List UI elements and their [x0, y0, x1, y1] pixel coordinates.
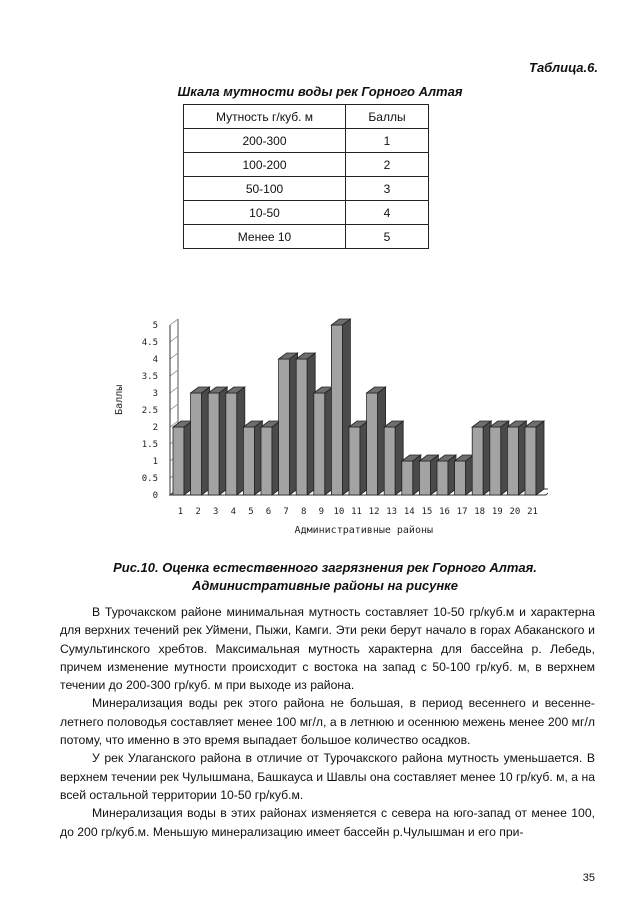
x-tick-label: 6	[265, 507, 272, 517]
wall-grid-slant	[170, 319, 178, 325]
table-row	[184, 201, 429, 225]
bar	[490, 427, 501, 495]
bar	[208, 393, 219, 495]
bar-side	[536, 421, 544, 495]
x-axis-title: Административные районы	[294, 525, 434, 536]
bar	[314, 393, 325, 495]
header-turbidity: Мутность г/куб. м	[184, 105, 346, 129]
x-tick-label: 21	[527, 507, 538, 517]
body-text	[60, 603, 595, 841]
x-tick-label: 4	[230, 507, 237, 517]
turbidity-cell: 200-300	[184, 129, 346, 153]
score-cell: 5	[346, 225, 429, 249]
table-row	[184, 129, 429, 153]
paragraph: В Турочакском районе минимальная мутность составляет 10-50 гр/куб.м и характерна для верхних течений рек Уймени, Пыжи, Камги. Эти реки берут начало в горах Абаканского и Сумультинского хребтов. Максимальная мутность характерна для бассейна р. Лебедь, причем изменение мутности происходит с востока на запад с 50-100 гр/куб. м, в верхнем течении до 200-300 гр/куб. м при выходе из района.	[60, 605, 595, 693]
x-tick-label: 2	[195, 507, 201, 517]
wall-grid-slant	[170, 387, 178, 393]
wall-grid-slant	[170, 336, 178, 342]
x-tick-label: 19	[491, 507, 503, 517]
x-tick-label: 17	[456, 507, 468, 517]
x-tick-label: 15	[421, 507, 433, 517]
score-cell: 3	[346, 177, 429, 201]
x-tick-label: 11	[351, 507, 362, 517]
y-tick-label: 1.5	[141, 440, 158, 450]
bar	[367, 393, 378, 495]
table-header-row	[184, 105, 429, 129]
y-tick-label: 2	[152, 423, 158, 433]
table-row	[184, 153, 429, 177]
wall-grid-slant	[170, 370, 178, 376]
y-tick-label: 4.5	[141, 338, 158, 348]
x-tick-label: 3	[212, 507, 219, 517]
y-tick-label: 1	[152, 457, 158, 467]
x-tick-label: 12	[368, 507, 380, 517]
x-tick-label: 13	[386, 507, 398, 517]
wall-grid-slant	[170, 404, 178, 410]
turbidity-cell: 10-50	[184, 201, 346, 225]
bar	[507, 427, 518, 495]
bar	[296, 359, 307, 495]
y-tick-label: 2.5	[141, 406, 158, 416]
y-tick-label: 5	[152, 321, 158, 331]
score-cell: 1	[346, 129, 429, 153]
bar	[331, 325, 342, 495]
y-tick-label: 3	[152, 389, 158, 399]
bar	[437, 461, 448, 495]
paragraph: Минерализация воды в этих районах изменяется с севера на юго-запад от менее 100, до 200 гр/куб.м. Меньшую минерализацию имеет бассейн р.Чулышман и его при-	[60, 806, 595, 839]
score-cell: 2	[346, 153, 429, 177]
score-bar-chart	[108, 310, 548, 545]
bar	[261, 427, 272, 495]
score-cell: 4	[346, 201, 429, 225]
x-tick-label: 16	[439, 507, 450, 517]
bar	[419, 461, 430, 495]
x-tick-label: 9	[318, 507, 325, 517]
x-tick-label: 20	[509, 507, 521, 517]
bar	[191, 393, 202, 495]
x-tick-label: 18	[474, 507, 486, 517]
bar	[226, 393, 237, 495]
x-tick-label: 7	[283, 507, 289, 517]
bar	[455, 461, 466, 495]
turbidity-cell: 50-100	[184, 177, 346, 201]
figure-caption: Рис.10. Оценка естественного загрязнения рек Горного Алтая. Административные районы на рисунке	[113, 560, 537, 593]
x-tick-label: 14	[403, 507, 415, 517]
bar	[472, 427, 483, 495]
y-tick-label: 0.5	[141, 474, 158, 484]
paragraph: Минерализация воды рек этого района не большая, в период весеннего и весенне-летнего половодья составляет менее 100 мг/л, а в летнюю и осеннюю межень менее 200 мг/л потому, что именно в это время выпадает большое количество осадков.	[60, 696, 595, 748]
bar	[173, 427, 184, 495]
turbidity-table	[183, 104, 429, 249]
bar	[349, 427, 360, 495]
page-number: 35	[582, 872, 595, 884]
x-tick-label: 8	[300, 507, 307, 517]
bar	[384, 427, 395, 495]
turbidity-cell: Менее 10	[184, 225, 346, 249]
y-tick-label: 0	[152, 491, 158, 501]
bar	[525, 427, 536, 495]
turbidity-cell: 100-200	[184, 153, 346, 177]
y-axis-title: Баллы	[114, 384, 125, 415]
table-row	[184, 225, 429, 249]
chart-canvas	[108, 310, 548, 540]
table-title: Шкала мутности воды рек Горного Алтая	[177, 84, 463, 99]
header-score: Баллы	[346, 105, 429, 129]
x-tick-label: 10	[333, 507, 345, 517]
y-tick-label: 4	[152, 355, 158, 365]
x-tick-label: 5	[248, 507, 254, 517]
y-tick-label: 3.5	[141, 372, 158, 382]
bar	[279, 359, 290, 495]
paragraph: У рек Улаганского района в отличие от Турочакского района мутность уменьшается. В верхнем течении рек Чулышмана, Башкауса и Шавлы она составляет менее 10 гр/куб. м, а на всей остальной территории 10-50 гр/куб.м.	[60, 751, 595, 802]
table-number: Таблица.6.	[529, 60, 598, 75]
x-tick-label: 1	[177, 507, 184, 517]
table-row	[184, 177, 429, 201]
bar	[243, 427, 254, 495]
wall-grid-slant	[170, 353, 178, 359]
bar	[402, 461, 413, 495]
